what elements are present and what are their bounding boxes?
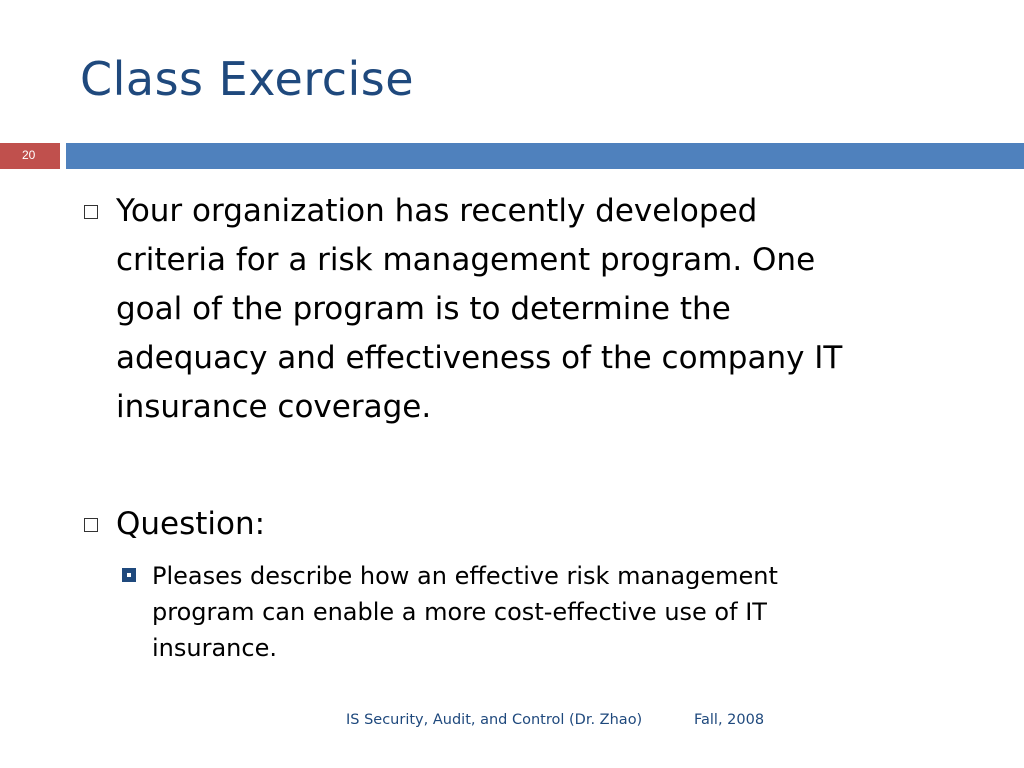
bullet-1-line-4: adequacy and effectiveness of the company IT [116, 340, 843, 376]
header-band [66, 143, 1024, 169]
question-line-2: program can enable a more cost-effective use of IT [152, 598, 767, 626]
slide-title: Class Exercise [80, 52, 415, 106]
slide-number-box [0, 143, 60, 169]
question-line-1: Pleases describe how an effective risk management [152, 562, 778, 590]
footer-term: Fall, 2008 [694, 712, 765, 728]
hollow-square-bullet-icon [84, 518, 98, 532]
bullet-1-text [116, 187, 986, 432]
bullet-1-line-3: goal of the program is to determine the [116, 291, 731, 327]
slide-number: 20 [22, 148, 36, 162]
bullet-1-line-1: Your organization has recently developed [116, 193, 758, 229]
question-text [152, 558, 932, 666]
hollow-square-bullet-icon [84, 205, 98, 219]
filled-square-bullet-icon [122, 568, 136, 582]
bullet-1-line-5: insurance coverage. [116, 389, 432, 425]
question-line-3: insurance. [152, 634, 277, 662]
question-heading: Question: [116, 506, 266, 542]
bullet-1-line-2: criteria for a risk management program. One [116, 242, 816, 278]
footer-course: IS Security, Audit, and Control (Dr. Zhao) [346, 712, 643, 728]
